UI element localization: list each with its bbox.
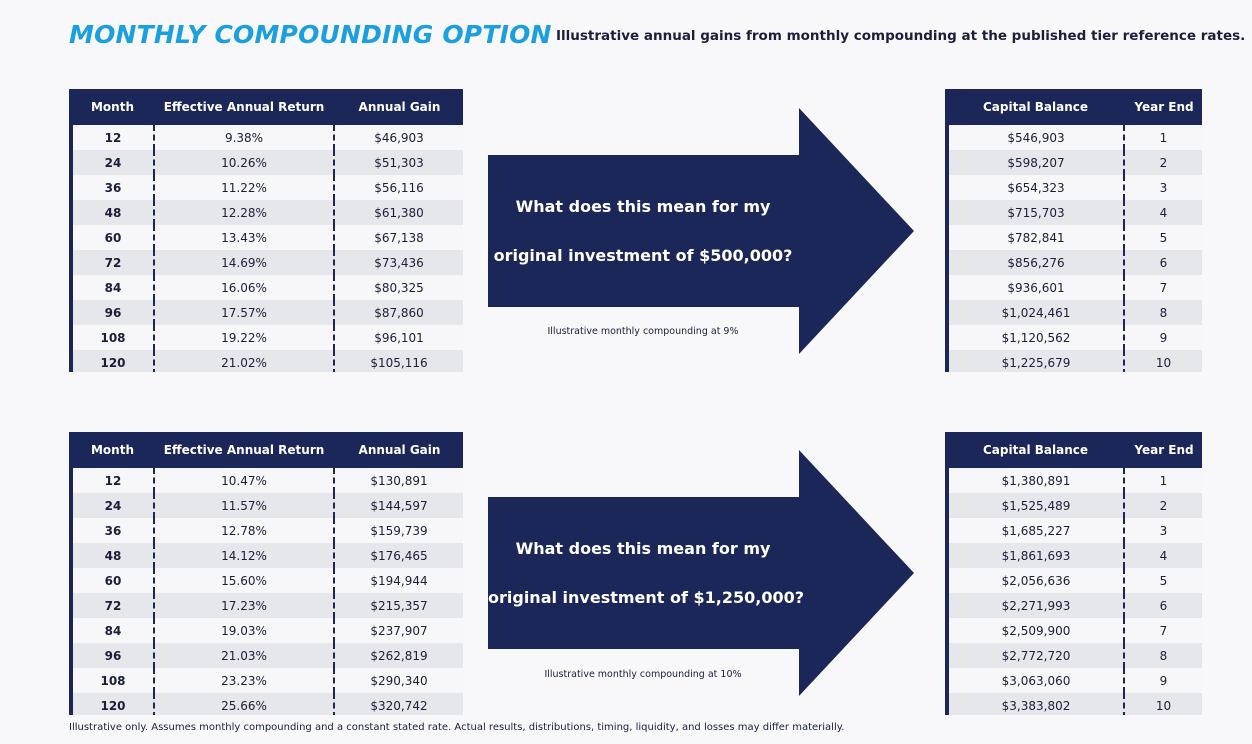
disclaimer-footnote: Illustrative only. Assumes monthly compounding and a constant stated rate. Actual results, distributions, timing, liquidity, and losses may differ materially. — [69, 722, 845, 733]
annual-gain-cell: $144,597 — [334, 493, 463, 518]
effective-return-cell: 11.57% — [154, 493, 334, 518]
gain-table-1 — [69, 89, 463, 372]
year-end-cell: 9 — [1124, 325, 1202, 350]
capital-balance-cell: $1,024,461 — [947, 300, 1124, 325]
gain-table-2 — [69, 432, 463, 715]
effective-return-cell: 14.69% — [154, 250, 334, 275]
capital-balance-cell: $1,380,891 — [947, 468, 1124, 493]
month-cell: 84 — [71, 275, 154, 300]
month-cell: 24 — [71, 493, 154, 518]
year-end-cell: 10 — [1124, 693, 1202, 715]
table-row — [71, 543, 463, 568]
header-year-end: Year End — [1134, 100, 1194, 114]
table-row — [71, 300, 463, 325]
table-row — [947, 200, 1202, 225]
table-row — [71, 275, 463, 300]
table-row — [947, 225, 1202, 250]
effective-return-cell: 10.47% — [154, 468, 334, 493]
table-row — [947, 593, 1202, 618]
question-arrow-2 — [488, 450, 914, 696]
capital-balance-cell: $3,383,802 — [947, 693, 1124, 715]
year-end-cell: 9 — [1124, 668, 1202, 693]
month-cell: 96 — [71, 643, 154, 668]
capital-balance-cell: $598,207 — [947, 150, 1124, 175]
annual-gain-cell: $105,116 — [334, 350, 463, 372]
table-row — [947, 518, 1202, 543]
table-row — [71, 200, 463, 225]
annual-gain-cell: $80,325 — [334, 275, 463, 300]
arrow-question-line1: What does this mean for my — [515, 197, 771, 216]
year-end-cell: 1 — [1124, 468, 1202, 493]
capital-balance-cell: $856,276 — [947, 250, 1124, 275]
table-row — [947, 543, 1202, 568]
month-cell: 60 — [71, 225, 154, 250]
annual-gain-cell: $67,138 — [334, 225, 463, 250]
month-cell: 108 — [71, 668, 154, 693]
capital-balance-cell: $1,225,679 — [947, 350, 1124, 372]
table-row — [71, 175, 463, 200]
effective-return-cell: 17.23% — [154, 593, 334, 618]
annual-gain-cell: $194,944 — [334, 568, 463, 593]
rate-note-1: Illustrative monthly compounding at 9% — [547, 326, 739, 337]
page-title: MONTHLY COMPOUNDING OPTION — [69, 20, 552, 49]
month-cell: 12 — [71, 468, 154, 493]
month-cell: 48 — [71, 200, 154, 225]
table-row — [947, 643, 1202, 668]
year-end-cell: 8 — [1124, 643, 1202, 668]
table-row — [71, 643, 463, 668]
annual-gain-cell: $61,380 — [334, 200, 463, 225]
month-cell: 48 — [71, 543, 154, 568]
effective-return-cell: 19.22% — [154, 325, 334, 350]
header-month: Month — [90, 100, 134, 114]
annual-gain-cell: $262,819 — [334, 643, 463, 668]
effective-return-cell: 19.03% — [154, 618, 334, 643]
table-row — [947, 693, 1202, 715]
year-end-cell: 10 — [1124, 350, 1202, 372]
capital-balance-cell: $546,903 — [947, 125, 1124, 150]
table-row — [71, 150, 463, 175]
capital-balance-cell: $1,861,693 — [947, 543, 1124, 568]
question-arrow-1 — [488, 108, 914, 354]
year-end-cell: 4 — [1124, 200, 1202, 225]
table-row — [71, 125, 463, 150]
header-capital-balance: Capital Balance — [983, 100, 1088, 114]
header-capital-balance: Capital Balance — [983, 443, 1088, 457]
year-end-cell: 5 — [1124, 225, 1202, 250]
month-cell: 36 — [71, 175, 154, 200]
table-row — [71, 618, 463, 643]
capital-balance-cell: $1,120,562 — [947, 325, 1124, 350]
table-row — [71, 350, 463, 372]
month-cell: 12 — [71, 125, 154, 150]
effective-return-cell: 10.26% — [154, 150, 334, 175]
table-row — [947, 668, 1202, 693]
annual-gain-cell: $51,303 — [334, 150, 463, 175]
year-end-cell: 8 — [1124, 300, 1202, 325]
effective-return-cell: 16.06% — [154, 275, 334, 300]
table-row — [947, 125, 1202, 150]
capital-balance-cell: $2,772,720 — [947, 643, 1124, 668]
annual-gain-cell: $320,742 — [334, 693, 463, 715]
year-end-cell: 3 — [1124, 175, 1202, 200]
month-cell: 120 — [71, 350, 154, 372]
balance-table-2 — [945, 432, 1202, 715]
capital-balance-cell: $715,703 — [947, 200, 1124, 225]
year-end-cell: 1 — [1124, 125, 1202, 150]
table-row — [71, 518, 463, 543]
header-month: Month — [90, 443, 134, 457]
table-row — [71, 250, 463, 275]
capital-balance-cell: $936,601 — [947, 275, 1124, 300]
year-end-cell: 2 — [1124, 150, 1202, 175]
effective-return-cell: 15.60% — [154, 568, 334, 593]
effective-return-cell: 17.57% — [154, 300, 334, 325]
table-row — [947, 618, 1202, 643]
annual-gain-cell: $87,860 — [334, 300, 463, 325]
month-cell: 36 — [71, 518, 154, 543]
year-end-cell: 7 — [1124, 275, 1202, 300]
capital-balance-cell: $2,509,900 — [947, 618, 1124, 643]
rate-note-2: Illustrative monthly compounding at 10% — [544, 669, 742, 680]
annual-gain-cell: $130,891 — [334, 468, 463, 493]
table-row — [71, 493, 463, 518]
capital-balance-cell: $2,056,636 — [947, 568, 1124, 593]
arrow-question-line2: original investment of $500,000? — [493, 246, 793, 265]
table-row — [71, 593, 463, 618]
header-effective-return: Effective Annual Return — [163, 100, 325, 114]
table-row — [947, 175, 1202, 200]
month-cell: 84 — [71, 618, 154, 643]
effective-return-cell: 12.28% — [154, 200, 334, 225]
header-annual-gain: Annual Gain — [358, 443, 441, 457]
month-cell: 120 — [71, 693, 154, 715]
table-row — [947, 150, 1202, 175]
effective-return-cell: 11.22% — [154, 175, 334, 200]
capital-balance-cell: $1,525,489 — [947, 493, 1124, 518]
month-cell: 72 — [71, 250, 154, 275]
month-cell: 72 — [71, 593, 154, 618]
annual-gain-cell: $73,436 — [334, 250, 463, 275]
effective-return-cell: 23.23% — [154, 668, 334, 693]
capital-balance-cell: $3,063,060 — [947, 668, 1124, 693]
annual-gain-cell: $159,739 — [334, 518, 463, 543]
annual-gain-cell: $215,357 — [334, 593, 463, 618]
capital-balance-cell: $654,323 — [947, 175, 1124, 200]
balance-table-1 — [945, 89, 1202, 372]
annual-gain-cell: $176,465 — [334, 543, 463, 568]
month-cell: 96 — [71, 300, 154, 325]
table-row — [947, 350, 1202, 372]
effective-return-cell: 25.66% — [154, 693, 334, 715]
year-end-cell: 4 — [1124, 543, 1202, 568]
table-row — [947, 568, 1202, 593]
effective-return-cell: 12.78% — [154, 518, 334, 543]
header-year-end: Year End — [1134, 443, 1194, 457]
table-row — [71, 468, 463, 493]
table-row — [71, 325, 463, 350]
year-end-cell: 6 — [1124, 593, 1202, 618]
capital-balance-cell: $2,271,993 — [947, 593, 1124, 618]
effective-return-cell: 9.38% — [154, 125, 334, 150]
effective-return-cell: 21.02% — [154, 350, 334, 372]
header-annual-gain: Annual Gain — [358, 100, 441, 114]
annual-gain-cell: $56,116 — [334, 175, 463, 200]
effective-return-cell: 13.43% — [154, 225, 334, 250]
table-row — [71, 668, 463, 693]
table-row — [947, 468, 1202, 493]
header-effective-return: Effective Annual Return — [163, 443, 325, 457]
table-row — [947, 250, 1202, 275]
table-row — [71, 568, 463, 593]
capital-balance-cell: $1,685,227 — [947, 518, 1124, 543]
year-end-cell: 3 — [1124, 518, 1202, 543]
month-cell: 24 — [71, 150, 154, 175]
effective-return-cell: 14.12% — [154, 543, 334, 568]
arrow-question-line2: original investment of $1,250,000? — [488, 588, 805, 607]
annual-gain-cell: $46,903 — [334, 125, 463, 150]
table-row — [947, 300, 1202, 325]
arrow-question-line1: What does this mean for my — [515, 539, 771, 558]
year-end-cell: 6 — [1124, 250, 1202, 275]
table-row — [947, 493, 1202, 518]
table-row — [947, 275, 1202, 300]
annual-gain-cell: $96,101 — [334, 325, 463, 350]
capital-balance-cell: $782,841 — [947, 225, 1124, 250]
annual-gain-cell: $237,907 — [334, 618, 463, 643]
month-cell: 60 — [71, 568, 154, 593]
annual-gain-cell: $290,340 — [334, 668, 463, 693]
month-cell: 108 — [71, 325, 154, 350]
year-end-cell: 2 — [1124, 493, 1202, 518]
effective-return-cell: 21.03% — [154, 643, 334, 668]
table-row — [71, 225, 463, 250]
table-row — [71, 693, 463, 715]
year-end-cell: 7 — [1124, 618, 1202, 643]
year-end-cell: 5 — [1124, 568, 1202, 593]
table-row — [947, 325, 1202, 350]
page-subtitle: Illustrative annual gains from monthly compounding at the published tier reference rates. — [556, 28, 1246, 44]
